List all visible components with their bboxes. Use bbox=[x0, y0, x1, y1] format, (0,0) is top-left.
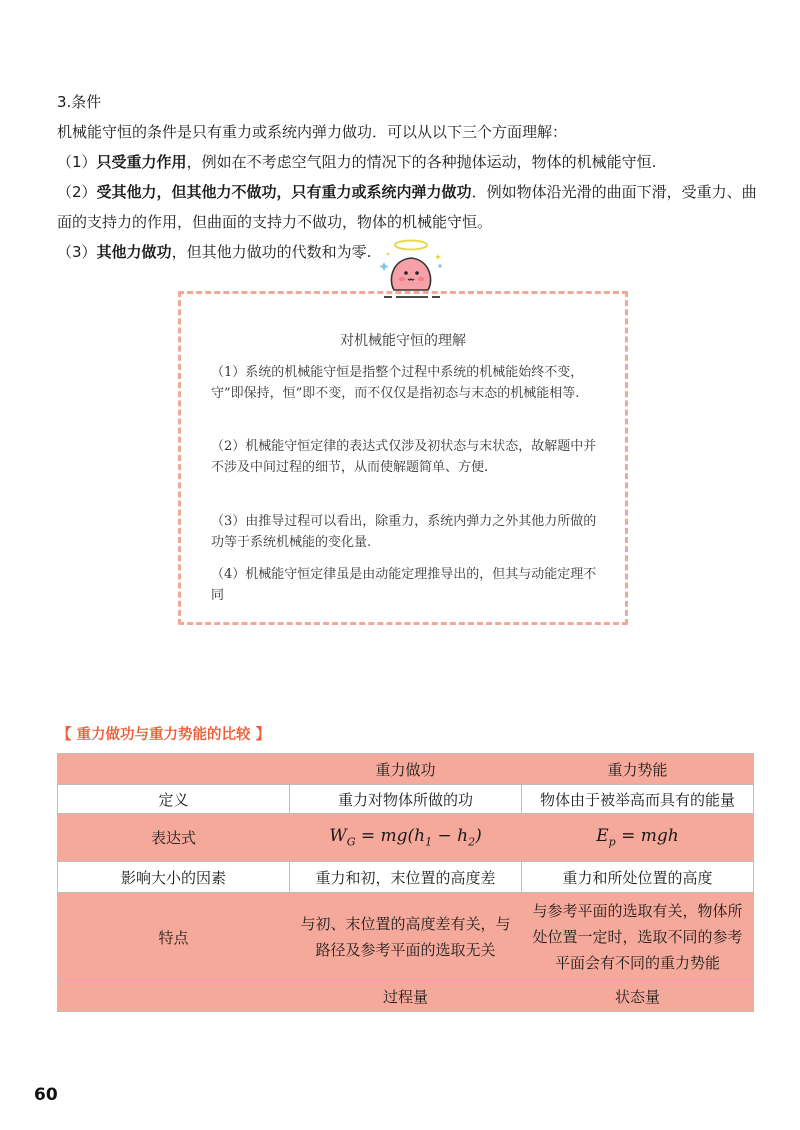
item-number: （1） bbox=[57, 153, 97, 171]
table-cell: 与初、末位置的高度差有关，与路径及参考平面的选取无关 bbox=[290, 893, 522, 982]
item-number: （2） bbox=[57, 183, 97, 201]
conditions-intro: 机械能守恒的条件是只有重力或系统内弹力做功．可以从以下三个方面理解： bbox=[57, 123, 568, 141]
table-cell: 定义 bbox=[58, 785, 290, 814]
table-cell: 重力和初，末位置的高度差 bbox=[290, 862, 522, 893]
table-row bbox=[58, 814, 754, 862]
item-text: ．例如物体沿光滑的曲面下滑，受重力、曲面的支持力的作用，但曲面的支持力不做功，物体的机械能守恒。 bbox=[57, 183, 757, 231]
table-header-cell: 重力做功 bbox=[290, 754, 522, 785]
note-paragraph-4: （4）机械能守恒定律虽是由动能定理推导出的，但其与动能定理不同 bbox=[211, 567, 597, 603]
table-cell: 重力和所处位置的高度 bbox=[522, 862, 754, 893]
table-cell: 影响大小的因素 bbox=[58, 862, 290, 893]
note-paragraph-3: （3）由推导过程可以看出，除重力，系统内弹力之外其他力所做的功等于系统机械能的变化量. bbox=[211, 514, 597, 550]
item-number: （3） bbox=[57, 243, 97, 261]
formula-work-cell bbox=[290, 814, 522, 862]
table-header-cell: 重力势能 bbox=[522, 754, 754, 785]
page-number: 60 bbox=[34, 1085, 58, 1105]
table-row bbox=[58, 862, 754, 893]
item-text: ，例如在不考虑空气阻力的情况下的各种抛体运动，物体的机械能守恒. bbox=[186, 153, 657, 171]
table-row bbox=[58, 982, 754, 1012]
section-heading: 3.条件 bbox=[57, 93, 102, 111]
formula-pe-cell bbox=[522, 814, 754, 862]
note-box bbox=[178, 291, 628, 625]
table-cell: 表达式 bbox=[58, 814, 290, 862]
formula-potential-energy: $E_p$ = mgh bbox=[596, 826, 679, 849]
table-row bbox=[58, 893, 754, 982]
note-title: 对机械能守恒的理解 bbox=[340, 333, 466, 349]
item-emphasis: 受其他力，但其他力不做功，只有重力或系统内弹力做功 bbox=[96, 183, 472, 201]
item-emphasis: 只受重力作用 bbox=[96, 153, 187, 171]
table-cell: 重力对物体所做的功 bbox=[290, 785, 522, 814]
item-emphasis: 其他力做功 bbox=[96, 243, 172, 261]
note-paragraph-1: （1）系统的机械能守恒是指整个过程中系统的机械能始终不变，守”即保持，恒”即不变，而不仅仅是指初态与末态的机械能相等. bbox=[211, 365, 584, 401]
table-cell: 过程量 bbox=[290, 982, 522, 1012]
table-cell bbox=[58, 982, 290, 1012]
table-header-row bbox=[58, 754, 754, 785]
table-row bbox=[58, 785, 754, 814]
condition-item-1 bbox=[57, 147, 757, 177]
note-paragraph-2: （2）机械能守恒定律的表达式仅涉及初状态与末状态，故解题中并不涉及中间过程的细节，从而使解题简单、方便. bbox=[211, 439, 597, 475]
table-cell: 与参考平面的选取有关，物体所处位置一定时，选取不同的参考平面会有不同的重力势能 bbox=[522, 893, 754, 982]
comparison-table bbox=[57, 753, 754, 1012]
comparison-title: 【 重力做功与重力势能的比较 】 bbox=[57, 727, 271, 743]
table-header-cell bbox=[58, 754, 290, 785]
formula-work: $W_G = mg(h_1 - h_2)$ bbox=[329, 826, 482, 849]
table-cell: 物体由于被举高而具有的能量 bbox=[522, 785, 754, 814]
condition-item-2 bbox=[57, 177, 757, 237]
table-cell: 特点 bbox=[58, 893, 290, 982]
table-cell: 状态量 bbox=[522, 982, 754, 1012]
item-text: ，但其他力做功的代数和为零. bbox=[171, 243, 372, 261]
